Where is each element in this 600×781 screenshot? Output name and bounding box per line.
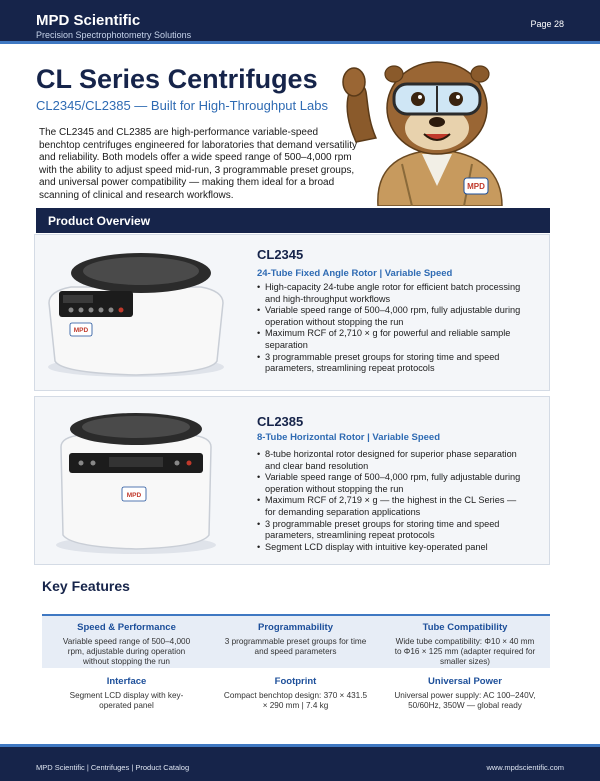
cl2385-centrifuge-image	[41, 405, 231, 557]
cl2345-bullet-list	[257, 282, 527, 375]
cl2385-bullet: • 8-tube horizontal rotor designed for superior phase separation and clear band resolution	[257, 449, 527, 472]
feature-footprint	[211, 670, 380, 722]
product-card-cl2345	[34, 234, 550, 391]
product-overview-heading: Product Overview	[48, 214, 151, 228]
feature-programmability	[211, 616, 380, 668]
cl2385-bullet: • 3 programmable preset groups for storing time and speed parameters, streamlining repeat protocols	[257, 519, 527, 542]
cl2345-subtitle: 24-Tube Fixed Angle Rotor | Variable Speed	[257, 268, 453, 279]
header-bar	[0, 0, 600, 44]
cl2345-name: CL2345	[257, 247, 304, 262]
feature-text: Compact benchtop design: 370 × 431.5 × 290 mm | 7.4 kg	[223, 691, 368, 710]
feature-title: Footprint	[274, 676, 317, 687]
cl2385-bullet: • Maximum RCF of 2,719 × g — the highest in the CL Series — for demanding separation applications	[257, 495, 527, 518]
mascot-badge: MPD	[467, 182, 485, 191]
cl2345-bullet: • High-capacity 24-tube angle rotor for efficient batch processing and high-throughput workflows	[257, 282, 527, 305]
intro-paragraph: The CL2345 and CL2385 are high-performance variable-speed benchtop centrifuges engineered for laboratories that demand versatility and reliability. Both models offer a wide speed range of 500–4,000 rpm with the ability to adjust speed mid-run, 3 programmable preset groups, and universal power compatibility — making them ideal for a broad scanning of clinical and research workflows.	[39, 127, 357, 201]
footer-website-link[interactable]: www.mpdscientific.com	[486, 763, 564, 772]
feature-text: Wide tube compatibility: Φ10 × 40 mm to Φ16 × 125 mm (adapter required for smaller sizes)	[394, 637, 536, 666]
feature-text: 3 programmable preset groups for time and speed parameters	[224, 637, 367, 656]
footer-bar	[0, 744, 600, 781]
feature-speed-performance	[42, 616, 211, 668]
feature-title: Programmability	[258, 622, 333, 633]
cl2345-centrifuge-image	[41, 243, 231, 383]
key-features-grid	[42, 614, 550, 720]
cl2385-subtitle: 8-Tube Horizontal Rotor | Variable Speed	[257, 432, 441, 443]
feature-title: Universal Power	[428, 676, 502, 687]
cl2345-bullet: • Maximum RCF of 2,710 × g for powerful and reliable sample separation	[257, 328, 527, 351]
product-card-cl2385	[34, 396, 550, 565]
brand-tagline: Precision Spectrophotometry Solutions	[36, 30, 192, 40]
feature-title: Speed & Performance	[77, 622, 176, 633]
cl2385-bullet: • Variable speed range of 500–4,000 rpm, fully adjustable during operation without stopping the run	[257, 472, 527, 495]
otter-mascot-illustration	[342, 46, 532, 206]
key-features-heading: Key Features	[42, 578, 130, 594]
cl2345-bullet: • Variable speed range of 500–4,000 rpm, fully adjustable during operation without stopping the run	[257, 305, 527, 328]
page-subtitle: CL2345/CL2385 — Built for High-Throughput Labs	[36, 98, 328, 113]
footer-breadcrumb: MPD Scientific | Centrifuges | Product Catalog	[36, 763, 190, 772]
cl2385-name: CL2385	[257, 414, 304, 429]
product-overview-bar	[36, 208, 550, 233]
feature-text: Variable speed range of 500–4,000 rpm, adjustable during operation without stopping the run	[62, 637, 191, 666]
feature-text: Universal power supply: AC 100–240V, 50/60Hz, 350W — global ready	[394, 691, 536, 710]
feature-tube-compatibility	[380, 616, 550, 668]
cl2385-bullet: • Segment LCD display with intuitive key-operated panel	[257, 542, 527, 554]
cl2345-logo: MPD	[73, 327, 89, 334]
brand-name: MPD Scientific	[36, 12, 141, 29]
feature-universal-power	[380, 670, 550, 722]
cl2345-bullet: • 3 programmable preset groups for storing time and speed parameters, streamlining repeat protocols	[257, 352, 527, 375]
feature-title: Interface	[106, 676, 147, 687]
feature-text: Segment LCD display with key-operated panel	[69, 691, 184, 710]
page-title: CL Series Centrifuges	[36, 64, 318, 94]
cl2385-logo: MPD	[126, 492, 142, 499]
page-number: Page 28	[530, 19, 564, 29]
feature-title: Tube Compatibility	[422, 622, 508, 633]
cl2385-bullet-list	[257, 449, 527, 553]
feature-interface	[42, 670, 211, 722]
